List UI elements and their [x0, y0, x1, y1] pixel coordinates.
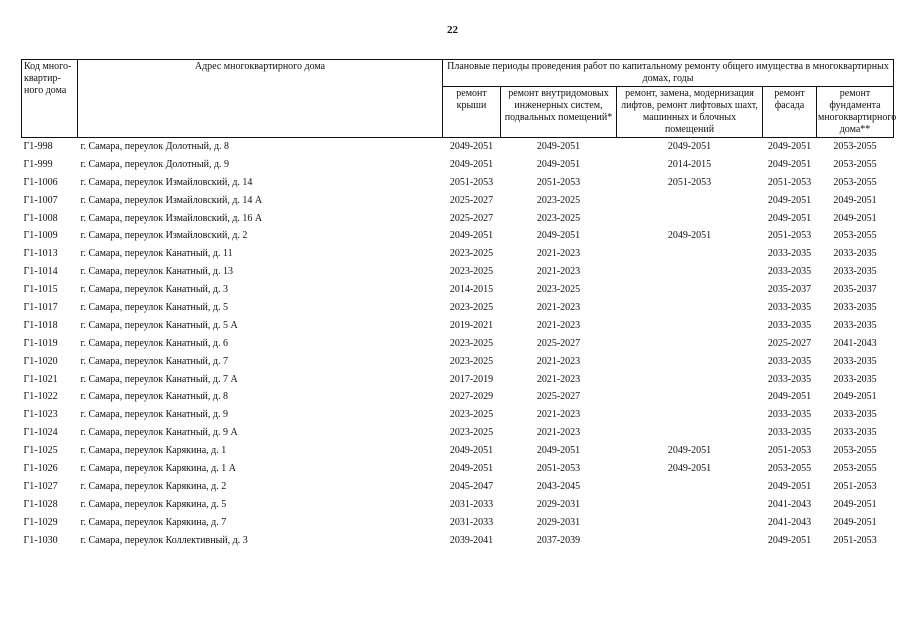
- cell-foundation: 2033-2035: [833, 355, 877, 367]
- cell-code: Г1-1019: [23, 337, 58, 349]
- cell-roof: 2025-2027: [449, 194, 494, 206]
- cell-roof: 2017-2019: [449, 373, 494, 385]
- cell-elevators: [617, 388, 763, 406]
- table-row: [22, 442, 894, 460]
- cell-roof: 2031-2033: [449, 498, 494, 510]
- cell-elevators: [617, 406, 763, 424]
- cell-facade: 2033-2035: [767, 373, 812, 385]
- cell-code: Г1-1029: [23, 516, 58, 528]
- cell-foundation: 2033-2035: [833, 373, 877, 385]
- cell-systems: 2049-2051: [536, 445, 581, 457]
- cell-elevators: [617, 281, 763, 299]
- cell-code: Г1-1006: [23, 176, 58, 188]
- cell-roof: 2039-2041: [449, 534, 494, 546]
- cell-systems: 2049-2051: [536, 230, 581, 242]
- cell-code: Г1-1008: [23, 212, 58, 224]
- cell-code: Г1-1026: [23, 462, 58, 474]
- cell-roof: 2023-2025: [449, 409, 494, 421]
- cell-foundation: 2053-2055: [833, 140, 877, 152]
- table-row: [22, 138, 894, 156]
- cell-systems: 2023-2025: [536, 212, 581, 224]
- cell-foundation: 2053-2055: [833, 230, 877, 242]
- cell-facade: 2051-2053: [767, 230, 812, 242]
- cell-roof: 2049-2051: [449, 230, 494, 242]
- cell-facade: 2033-2035: [767, 301, 812, 313]
- table-row: [22, 406, 894, 424]
- cell-foundation: 2035-2037: [833, 284, 877, 296]
- cell-facade: 2053-2055: [767, 462, 812, 474]
- cell-foundation: 2049-2051: [833, 391, 877, 403]
- cell-code: Г1-1028: [23, 498, 58, 510]
- cell-code: Г1-1017: [23, 301, 58, 313]
- cell-address: г. Самара, переулок Измайловский, д. 14: [80, 176, 253, 188]
- cell-code: Г1-999: [23, 158, 53, 170]
- cell-systems: 2021-2023: [536, 319, 581, 331]
- cell-roof: 2049-2051: [449, 462, 494, 474]
- cell-systems: 2029-2031: [536, 498, 581, 510]
- table-body: [22, 138, 894, 550]
- table-row: [22, 424, 894, 442]
- cell-foundation: 2041-2043: [833, 337, 877, 349]
- cell-foundation: 2033-2035: [833, 319, 877, 331]
- capital-repair-table: [21, 59, 897, 549]
- cell-code: Г1-1024: [23, 427, 58, 439]
- header-foundation: ремонт фундамента многоквартирного дома**: [817, 87, 894, 138]
- cell-code: Г1-1030: [23, 534, 58, 546]
- cell-address: г. Самара, переулок Измайловский, д. 14 А: [80, 194, 263, 206]
- table-row: [22, 496, 894, 514]
- cell-facade: 2033-2035: [767, 266, 812, 278]
- cell-address: г. Самара, переулок Долотный, д. 9: [80, 158, 230, 170]
- cell-foundation: 2049-2051: [833, 194, 877, 206]
- cell-systems: 2021-2023: [536, 373, 581, 385]
- cell-systems: 2021-2023: [536, 301, 581, 313]
- cell-address: г. Самара, переулок Канатный, д. 9: [80, 409, 228, 421]
- table-row: [22, 317, 894, 335]
- cell-facade: 2041-2043: [767, 498, 812, 510]
- cell-systems: 2023-2025: [536, 284, 581, 296]
- cell-facade: 2051-2053: [767, 445, 812, 457]
- table-row: [22, 281, 894, 299]
- cell-code: Г1-1023: [23, 409, 58, 421]
- cell-systems: 2025-2027: [536, 337, 581, 349]
- table-row: [22, 460, 894, 478]
- cell-address: г. Самара, переулок Канатный, д. 7: [80, 355, 228, 367]
- cell-address: г. Самара, переулок Карякина, д. 1 А: [80, 462, 236, 474]
- cell-elevators: [617, 210, 763, 228]
- cell-elevators: [617, 192, 763, 210]
- cell-address: г. Самара, переулок Карякина, д. 5: [80, 498, 227, 510]
- cell-code: Г1-1020: [23, 355, 58, 367]
- cell-foundation: 2049-2051: [833, 498, 877, 510]
- cell-code: Г1-998: [23, 140, 53, 152]
- cell-address: г. Самара, переулок Канатный, д. 5 А: [80, 319, 238, 331]
- cell-systems: 2021-2023: [536, 248, 581, 260]
- cell-code: Г1-1009: [23, 230, 58, 242]
- cell-address: г. Самара, переулок Канатный, д. 11: [80, 248, 233, 260]
- cell-elevators: [617, 299, 763, 317]
- cell-elevators: [617, 245, 763, 263]
- cell-systems: 2029-2031: [536, 516, 581, 528]
- table-row: [22, 532, 894, 550]
- cell-elevators: 2051-2053: [667, 176, 712, 188]
- cell-foundation: 2033-2035: [833, 409, 877, 421]
- cell-elevators: 2014-2015: [667, 158, 712, 170]
- cell-facade: 2033-2035: [767, 248, 812, 260]
- table-row: [22, 210, 894, 228]
- cell-systems: 2043-2045: [536, 480, 581, 492]
- cell-facade: 2033-2035: [767, 355, 812, 367]
- cell-systems: 2049-2051: [536, 158, 581, 170]
- cell-address: г. Самара, переулок Канатный, д. 5: [80, 301, 228, 313]
- cell-facade: 2033-2035: [767, 319, 812, 331]
- table-row: [22, 245, 894, 263]
- cell-address: г. Самара, переулок Канатный, д. 7 А: [80, 373, 238, 385]
- cell-roof: 2014-2015: [449, 284, 494, 296]
- cell-roof: 2025-2027: [449, 212, 494, 224]
- cell-code: Г1-1022: [23, 391, 58, 403]
- cell-elevators: 2049-2051: [667, 140, 712, 152]
- cell-facade: 2049-2051: [767, 194, 812, 206]
- cell-address: г. Самара, переулок Карякина, д. 1: [80, 445, 227, 457]
- header-systems: ремонт внутридомовых инженерных систем, подвальных помещений*: [501, 87, 617, 138]
- header-roof: ремонт крыши: [443, 87, 501, 138]
- cell-elevators: 2049-2051: [667, 230, 712, 242]
- cell-elevators: [617, 424, 763, 442]
- cell-systems: 2021-2023: [536, 427, 581, 439]
- cell-roof: 2023-2025: [449, 427, 494, 439]
- cell-foundation: 2051-2053: [833, 534, 877, 546]
- table-row: [22, 371, 894, 389]
- cell-elevators: [617, 532, 763, 550]
- cell-address: г. Самара, переулок Карякина, д. 2: [80, 480, 227, 492]
- cell-elevators: [617, 353, 763, 371]
- cell-code: Г1-1015: [23, 284, 58, 296]
- header-code: Код много- квартир- ного дома: [22, 60, 78, 138]
- cell-foundation: 2033-2035: [833, 248, 877, 260]
- cell-facade: 2035-2037: [767, 284, 812, 296]
- cell-code: Г1-1018: [23, 319, 58, 331]
- cell-address: г. Самара, переулок Измайловский, д. 2: [80, 230, 248, 242]
- table-row: [22, 335, 894, 353]
- cell-roof: 2049-2051: [449, 158, 494, 170]
- cell-roof: 2051-2053: [449, 176, 494, 188]
- cell-address: г. Самара, переулок Канатный, д. 13: [80, 266, 233, 278]
- cell-roof: 2045-2047: [449, 480, 494, 492]
- header-elevators: ремонт, замена, модернизация лифтов, ремонт лифтовых шахт, машинных и блочных помещений: [617, 87, 763, 138]
- cell-code: Г1-1014: [23, 266, 58, 278]
- cell-elevators: [617, 371, 763, 389]
- cell-roof: 2027-2029: [449, 391, 494, 403]
- cell-address: г. Самара, переулок Коллективный, д. 3: [80, 534, 248, 546]
- cell-code: Г1-1013: [23, 248, 58, 260]
- cell-roof: 2023-2025: [449, 355, 494, 367]
- cell-foundation: 2033-2035: [833, 266, 877, 278]
- cell-systems: 2037-2039: [536, 534, 581, 546]
- table-row: [22, 478, 894, 496]
- cell-address: г. Самара, переулок Канатный, д. 3: [80, 284, 228, 296]
- cell-facade: 2051-2053: [767, 176, 812, 188]
- cell-facade: 2033-2035: [767, 409, 812, 421]
- cell-systems: 2025-2027: [536, 391, 581, 403]
- cell-roof: 2031-2033: [449, 516, 494, 528]
- cell-foundation: 2049-2051: [833, 516, 877, 528]
- cell-elevators: [617, 263, 763, 281]
- cell-systems: 2049-2051: [536, 140, 581, 152]
- cell-code: Г1-1027: [23, 480, 58, 492]
- cell-code: Г1-1021: [23, 373, 58, 385]
- cell-elevators: [617, 496, 763, 514]
- table-row: [22, 299, 894, 317]
- table-row: [22, 227, 894, 245]
- cell-address: г. Самара, переулок Долотный, д. 8: [80, 140, 230, 152]
- cell-address: г. Самара, переулок Карякина, д. 7: [80, 516, 227, 528]
- table-row: [22, 174, 894, 192]
- cell-roof: 2023-2025: [449, 301, 494, 313]
- cell-facade: 2049-2051: [767, 480, 812, 492]
- cell-systems: 2051-2053: [536, 462, 581, 474]
- cell-foundation: 2053-2055: [833, 462, 877, 474]
- header-address: Адрес многоквартирного дома: [78, 60, 443, 138]
- cell-systems: 2021-2023: [536, 409, 581, 421]
- cell-systems: 2051-2053: [536, 176, 581, 188]
- cell-address: г. Самара, переулок Измайловский, д. 16 А: [80, 212, 263, 224]
- header-periods: Плановые периоды проведения работ по капитальному ремонту общего имущества в многоквартирных домах, годы: [443, 60, 894, 87]
- cell-roof: 2023-2025: [449, 266, 494, 278]
- cell-elevators: 2049-2051: [667, 445, 712, 457]
- cell-facade: 2049-2051: [767, 140, 812, 152]
- cell-facade: 2025-2027: [767, 337, 812, 349]
- cell-systems: 2021-2023: [536, 266, 581, 278]
- cell-elevators: [617, 317, 763, 335]
- table-row: [22, 514, 894, 532]
- cell-foundation: 2053-2055: [833, 445, 877, 457]
- cell-foundation: 2033-2035: [833, 427, 877, 439]
- cell-elevators: [617, 335, 763, 353]
- cell-code: Г1-1025: [23, 445, 58, 457]
- cell-address: г. Самара, переулок Канатный, д. 9 А: [80, 427, 238, 439]
- cell-foundation: 2053-2055: [833, 176, 877, 188]
- cell-systems: 2021-2023: [536, 355, 581, 367]
- cell-foundation: 2049-2051: [833, 212, 877, 224]
- table-row: [22, 263, 894, 281]
- cell-roof: 2049-2051: [449, 445, 494, 457]
- cell-facade: 2049-2051: [767, 158, 812, 170]
- table-header: [22, 60, 897, 138]
- table-row: [22, 388, 894, 406]
- table-row: [22, 353, 894, 371]
- cell-elevators: 2049-2051: [667, 462, 712, 474]
- header-facade: ремонт фасада: [763, 87, 817, 138]
- cell-facade: 2033-2035: [767, 427, 812, 439]
- cell-foundation: 2033-2035: [833, 301, 877, 313]
- table-row: [22, 192, 894, 210]
- table-row: [22, 156, 894, 174]
- cell-elevators: [617, 478, 763, 496]
- cell-facade: 2049-2051: [767, 212, 812, 224]
- cell-address: г. Самара, переулок Канатный, д. 6: [80, 337, 228, 349]
- cell-code: Г1-1007: [23, 194, 58, 206]
- cell-roof: 2049-2051: [449, 140, 494, 152]
- cell-elevators: [617, 514, 763, 532]
- cell-roof: 2023-2025: [449, 248, 494, 260]
- cell-facade: 2049-2051: [767, 534, 812, 546]
- cell-foundation: 2051-2053: [833, 480, 877, 492]
- page-number: 22: [447, 24, 458, 36]
- cell-facade: 2041-2043: [767, 516, 812, 528]
- cell-roof: 2023-2025: [449, 337, 494, 349]
- cell-address: г. Самара, переулок Канатный, д. 8: [80, 391, 228, 403]
- cell-systems: 2023-2025: [536, 194, 581, 206]
- cell-roof: 2019-2021: [449, 319, 494, 331]
- cell-foundation: 2053-2055: [833, 158, 877, 170]
- cell-facade: 2049-2051: [767, 391, 812, 403]
